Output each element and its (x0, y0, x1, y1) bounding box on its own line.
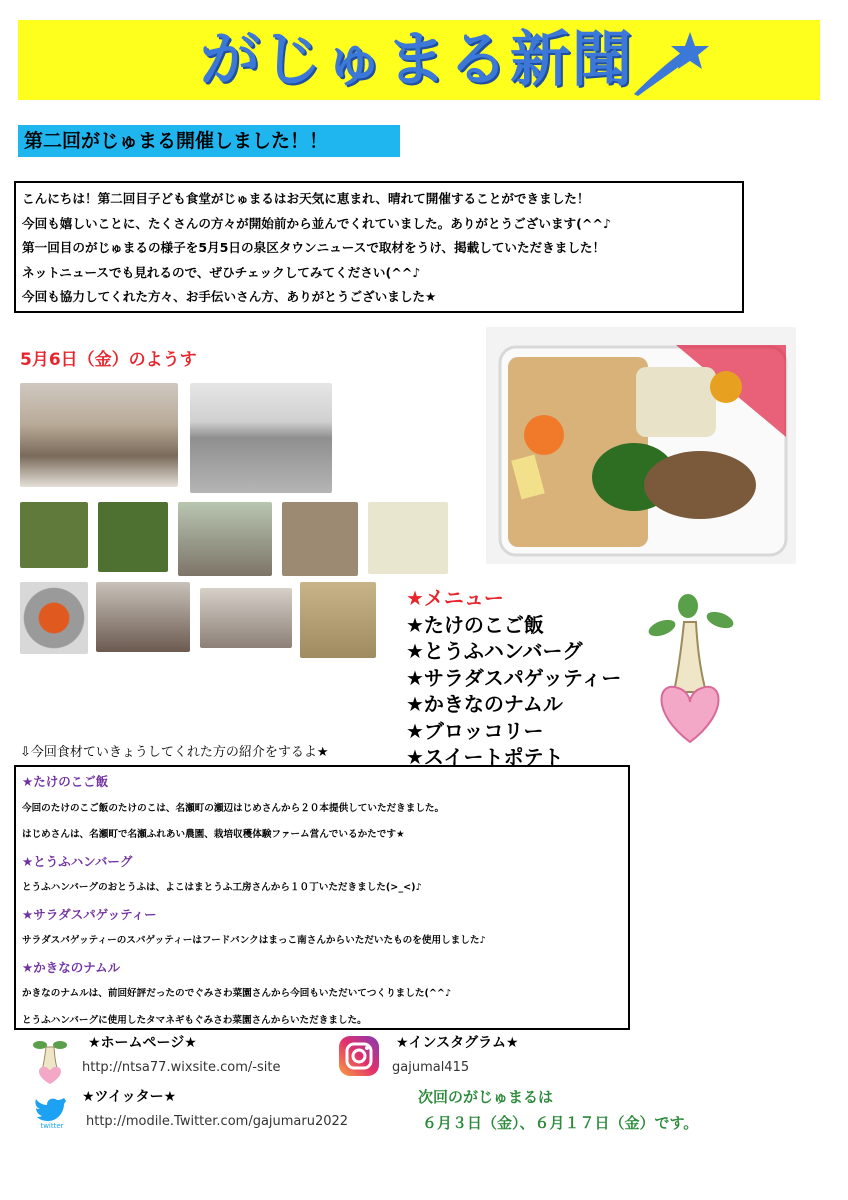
photo-boxes (300, 582, 376, 658)
photo-volunteers (200, 588, 292, 648)
twitter-label: ★ツイッター★ (82, 1089, 177, 1105)
homepage-label: ★ホームページ★ (88, 1035, 197, 1051)
menu-item: ★サラダスパゲッティー (406, 665, 622, 690)
intro-box (14, 181, 744, 313)
supplier-text: はじめさんは、名瀬町で名瀬ふれあい農園、栽培収穫体験ファーム営んでいるかたです★ (22, 829, 405, 840)
section-heading: 第二回がじゅまる開催しました！！ (18, 125, 400, 157)
intro-line: こんにちは！第二回目子ども食堂がじゅまるはお天気に恵まれ、晴れて開催することができました！ (22, 191, 590, 206)
menu-item: ★ブロッコリー (406, 718, 544, 743)
supplier-text: 今回のたけのこご飯のたけのこは、名瀬町の瀬辺はじめさんから２０本提供していただきました。 (22, 802, 445, 814)
svg-text:twitter: twitter (40, 1122, 64, 1130)
date-heading: 5月6日（金）のようす (20, 350, 197, 370)
supplier-intro-note: ⇩今回食材ていきょうしてくれた方の紹介をするよ★ (20, 745, 329, 760)
menu-item: ★とうふハンバーグ (406, 639, 583, 663)
menu-item: ★たけのこご飯 (406, 612, 544, 637)
supplier-title: ★サラダスパゲッティー (22, 906, 157, 922)
photo-bento-lunch (486, 327, 796, 564)
mascot-tree-heart-icon (640, 592, 740, 744)
twitter-link[interactable]: http://modile.Twitter.com/gajumaru2022 (86, 1114, 349, 1129)
newsletter-title: がじゅまる新聞 (200, 25, 634, 95)
intro-line: 今回も協力してくれた方々、お手伝いさん方、ありがとうございました★ (22, 289, 437, 304)
intro-line: 今回も嬉しいことに、たくさんの方々が開始前から並んでくれていました。ありがとうございます(^^♪ (22, 215, 612, 231)
supplier-text: サラダスパゲッティーのスパゲッティーはフードバンクはまっこ南さんからいただいたものを使用しました♪ (22, 935, 486, 946)
homepage-link[interactable]: http://ntsa77.wixsite.com/-site (82, 1060, 281, 1075)
photo-tofu (368, 502, 448, 574)
supplier-text: とうふハンバーグに使用したタマネギもぐみさわ菜園さんからいただきました。 (22, 1014, 367, 1026)
photo-queue (190, 383, 332, 493)
supplier-title: ★とうふハンバーグ (22, 853, 133, 869)
next-event-label: 次回のがじゅまるは (418, 1088, 554, 1106)
mascot-small-icon (30, 1035, 70, 1085)
supplier-text: かきなのナムルは、前回好評だったのでぐみさわ菜園さんから今回もいただいてつくりました(^^♪ (22, 988, 452, 999)
twitter-icon[interactable] (32, 1090, 72, 1130)
supplier-title: ★たけのこご飯 (22, 774, 109, 789)
next-event-dates: ６月３日（金）、６月１７日（金）です。 (422, 1114, 699, 1132)
photo-cooking-pot (20, 582, 88, 654)
photo-children (178, 502, 272, 576)
intro-line: ネットニュースでも見れるので、ぜひチェックしてみてください(^^♪ (22, 264, 421, 280)
intro-line: 第一回目のがじゅまるの様子を5月5日の泉区タウンニュースで取材をうけ、掲載していただきました！ (22, 240, 606, 255)
instagram-label: ★インスタグラム★ (396, 1035, 519, 1051)
shooting-star-icon (630, 28, 710, 98)
menu-heading: ★メニュー (406, 586, 504, 610)
supplier-text: とうふハンバーグのおとうふは、よこはまとうふ工房さんから１０丁いただきました(>_<)♪ (22, 882, 422, 893)
supplier-title: ★かきなのナムル (22, 959, 121, 975)
instagram-icon[interactable] (338, 1035, 380, 1077)
photo-kitchen (96, 582, 190, 652)
photo-vegetables-2 (98, 502, 168, 572)
menu-item: ★スイートポテト (406, 745, 564, 769)
menu-list (406, 585, 621, 771)
instagram-id[interactable]: gajumal415 (392, 1060, 470, 1075)
menu-item: ★かきなのナムル (406, 692, 563, 716)
supplier-box (14, 765, 630, 1030)
photo-bamboo-shoots (282, 502, 358, 576)
photo-serving-table (20, 383, 178, 487)
photo-vegetables-1 (20, 502, 88, 568)
